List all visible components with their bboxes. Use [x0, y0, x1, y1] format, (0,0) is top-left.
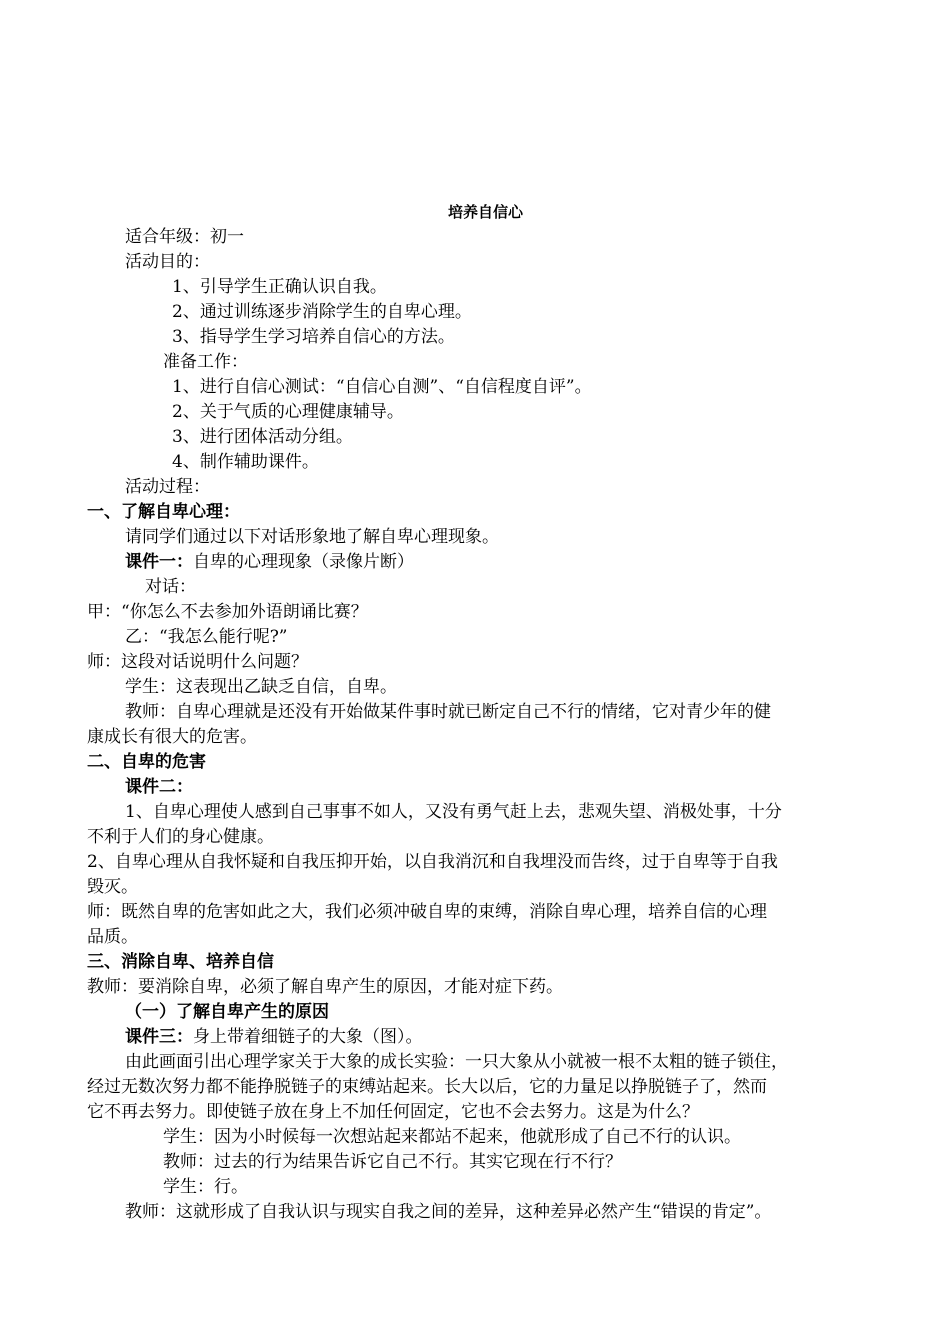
teacher-question: 师：这段对话说明什么问题？ — [87, 652, 308, 672]
prep-heading: 准备工作： — [163, 352, 248, 372]
prep-item: 3、进行团体活动分组。 — [172, 427, 353, 447]
courseware-1-label: 课件一： — [125, 552, 193, 572]
purpose-item: 3、指导学生学习培养自信心的方法。 — [172, 327, 455, 347]
prep-item: 4、制作辅助课件。 — [172, 452, 319, 472]
harm-point-line: 1、自卑心理使人感到自己事事不如人，又没有勇气赶上去，悲观失望、消极处事，十分 — [125, 802, 782, 822]
harm-point-line: 不利于人们的身心健康。 — [87, 827, 274, 847]
process-heading: 活动过程： — [125, 477, 210, 497]
subsection-heading: （一）了解自卑产生的原因 — [125, 1002, 329, 1022]
story-line: 经过无数次努力都不能挣脱链子的束缚站起来。长大以后，它的力量足以挣脱链子了，然而 — [87, 1077, 767, 1097]
purpose-item: 1、引导学生正确认识自我。 — [172, 277, 387, 297]
story-line: 它不再去努力。即使链子放在身上不加任何固定，它也不会去努力。这是为什么？ — [87, 1102, 699, 1122]
story-line: 由此画面引出心理学家关于大象的成长实验：一只大象从小就被一根不太粗的链子锁住， — [125, 1052, 788, 1072]
courseware-2-label: 课件二： — [125, 777, 193, 797]
purpose-item: 2、通过训练逐步消除学生的自卑心理。 — [172, 302, 472, 322]
teacher-line: 教师：要消除自卑，必须了解自卑产生的原因，才能对症下药。 — [87, 977, 563, 997]
courseware-3-text: 身上带着细链子的大象（图）。 — [193, 1027, 423, 1047]
harm-point-line: 毁灭。 — [87, 877, 138, 897]
teacher-summary-line: 师：既然自卑的危害如此之大，我们必须冲破自卑的束缚，消除自卑心理，培养自信的心理 — [87, 902, 767, 922]
page-title: 培养自信心 — [448, 203, 524, 221]
teacher-summary-line: 品质。 — [87, 927, 138, 947]
purpose-heading: 活动目的： — [125, 252, 210, 272]
student-line: 学生：行。 — [163, 1177, 248, 1197]
section-1-intro: 请同学们通过以下对话形象地了解自卑心理现象。 — [125, 527, 499, 547]
courseware-1-line — [125, 550, 414, 575]
grade-line: 适合年级：初一 — [125, 227, 244, 247]
teacher-line: 教师：过去的行为结果告诉它自己不行。其实它现在行不行？ — [163, 1152, 622, 1172]
courseware-3-label: 课件三： — [125, 1027, 193, 1047]
courseware-1-text: 自卑的心理现象（录像片断） — [193, 552, 414, 572]
section-2-heading: 二、自卑的危害 — [87, 752, 206, 772]
teacher-paragraph-line: 教师：自卑心理就是还没有开始做某件事时就已断定自己不行的情绪，它对青少年的健 — [125, 702, 771, 722]
harm-point-line: 2、自卑心理从自我怀疑和自我压抑开始，以自我消沉和自我埋没而告终，过于自卑等于自我 — [87, 852, 778, 872]
teacher-paragraph-line: 康成长有很大的危害。 — [87, 727, 257, 747]
prep-item: 1、进行自信心测试：“自信心自测”、“自信程度自评”。 — [172, 377, 592, 397]
prep-item: 2、关于气质的心理健康辅导。 — [172, 402, 404, 422]
dialog-line-a: 甲：“你怎么不去参加外语朗诵比赛？ — [87, 602, 368, 622]
section-1-heading: 一、了解自卑心理： — [87, 502, 240, 522]
student-line: 学生：因为小时候每一次想站起来都站不起来，他就形成了自己不行的认识。 — [163, 1127, 741, 1147]
dialog-label: 对话： — [145, 577, 196, 597]
section-3-heading: 三、消除自卑、培养自信 — [87, 952, 274, 972]
dialog-line-b: 乙：“我怎么能行呢?” — [125, 627, 288, 647]
courseware-3-line — [125, 1025, 423, 1050]
student-answer: 学生：这表现出乙缺乏自信，自卑。 — [125, 677, 397, 697]
teacher-line: 教师：这就形成了自我认识与现实自我之间的差异，这种差异必然产生“错误的肯定”。 — [125, 1202, 772, 1222]
